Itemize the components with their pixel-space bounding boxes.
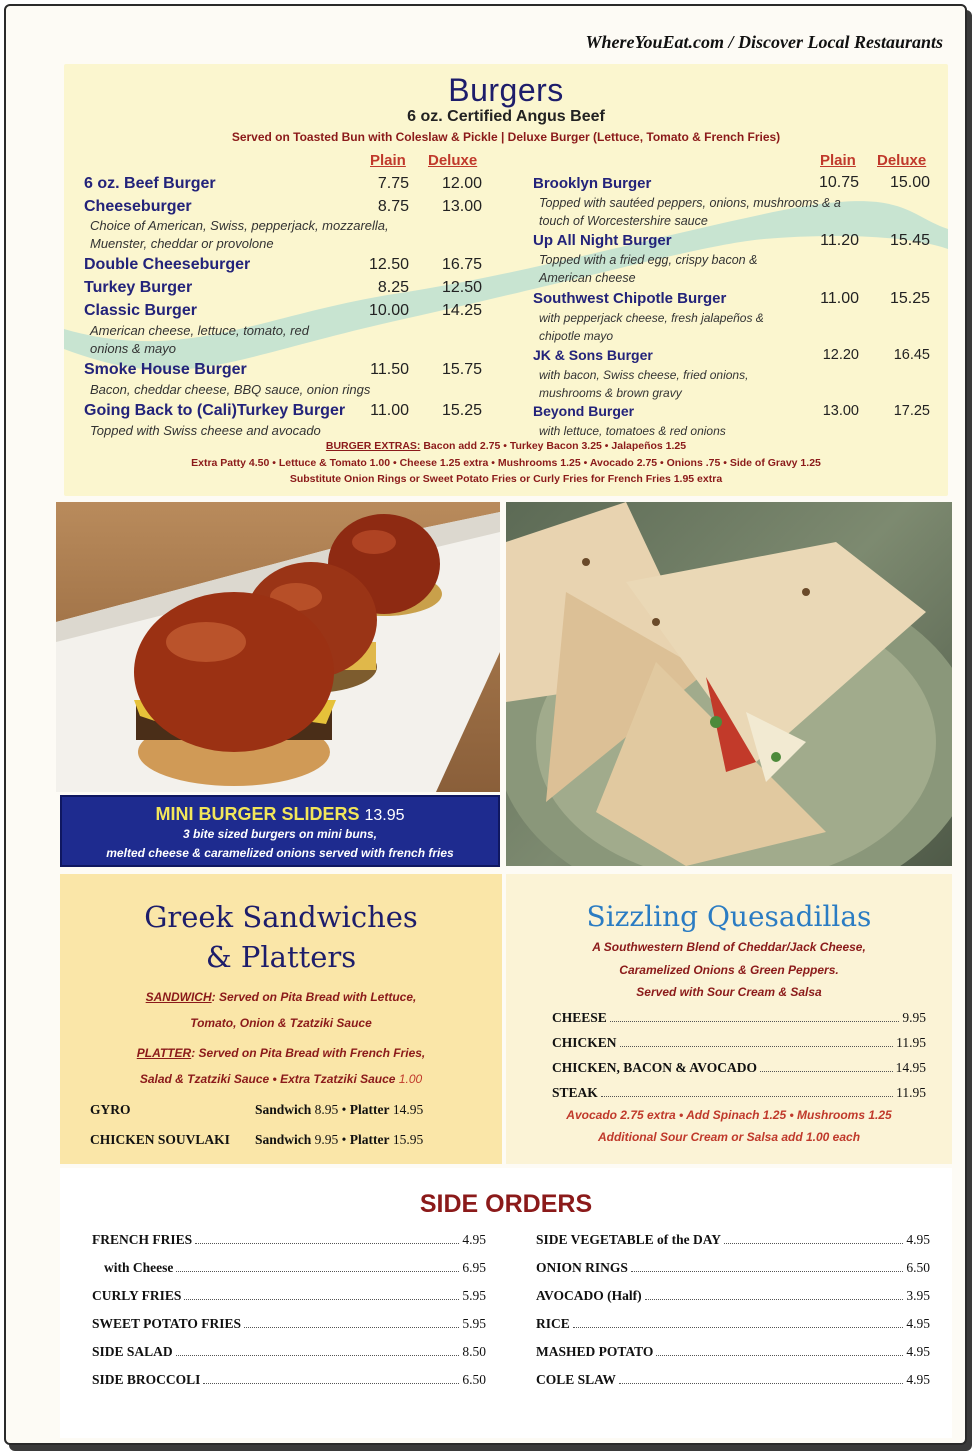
menu-item-plain-price: 7.75 [377,175,409,192]
greek-title-2: & Platters [205,940,357,974]
menu-item-name: Double Cheeseburger [84,256,251,273]
side-price: 4.95 [906,1344,930,1359]
quesadilla-price: 11.95 [896,1085,926,1100]
greek-item-name: CHICKEN SOUVLAKI [90,1132,230,1147]
burger-extras-text: Bacon add 2.75 • Turkey Bacon 3.25 • Jalapeños 1.25 [423,440,687,452]
sandwich-price: 8.95 [314,1102,339,1117]
menu-item-plain-price: 11.00 [370,402,409,419]
quesadillas-title: Sizzling Quesadillas [586,900,872,933]
menu-item-deluxe-price: 15.00 [889,174,930,191]
menu-item-name: Classic Burger [84,302,197,319]
platter-text-1: : Served on Pita Bread with French Fries, [191,1046,426,1060]
sliders-desc-1: 3 bite sized burgers on mini buns, [182,827,378,841]
menu-item-deluxe-price: 12.00 [441,175,482,192]
menu-item-deluxe-price: 17.25 [893,403,930,419]
menu-item-name: Turkey Burger [84,279,193,296]
burgers-served-note: Served on Toasted Bun with Coleslaw & Pickle | Deluxe Burger (Lettuce, Tomato & French Fries) [231,130,781,144]
side-row [92,1316,486,1332]
quesadilla-name: STEAK [552,1085,598,1100]
menu-item-deluxe-price: 13.00 [441,198,482,215]
quesadilla-extras-2: Additional Sour Cream or Salsa add 1.00 each [597,1130,861,1144]
side-row [92,1232,486,1248]
col-deluxe-left: Deluxe [428,152,478,169]
side-name: SIDE VEGETABLE of the DAY [536,1232,722,1247]
sandwich-text-1: : Served on Pita Bread with Lettuce, [211,990,417,1004]
menu-item-desc: Topped with Swiss cheese and avocado [90,423,321,438]
platter-text-2: Salad & Tzatziki Sauce • Extra Tzatziki Sauce [139,1072,396,1086]
greek-item-name: GYRO [90,1102,131,1117]
quesadillas-desc-1: A Southwestern Blend of Cheddar/Jack Cheese, [592,940,866,954]
side-name: AVOCADO (Half) [536,1288,642,1303]
quesadilla-name: CHICKEN, BACON & AVOCADO [552,1060,757,1075]
side-price: 6.50 [462,1372,486,1387]
side-name: with Cheese [104,1260,174,1275]
side-row [536,1260,930,1276]
menu-item-plain-price: 10.75 [818,174,859,191]
site-banner[interactable]: WhereYouEat.com / Discover Local Restaurants [585,32,943,52]
menu-item-desc: American cheese, lettuce, tomato, red onions & mayo [90,323,309,356]
platter-word: Platter [349,1102,390,1117]
col-plain-left: Plain [370,152,406,169]
sandwich-price: 9.95 [314,1132,339,1147]
quesadilla-price: 9.95 [902,1010,926,1025]
platter-label: PLATTER [136,1046,192,1060]
burger-extras-label: BURGER EXTRAS: [325,440,421,452]
quesadilla-extras-1: Avocado 2.75 extra • Add Spinach 1.25 • Mushrooms 1.25 [566,1108,892,1122]
side-price: 6.95 [462,1260,486,1275]
menu-item-name: Cheeseburger [84,198,192,215]
burgers-title: Burgers [448,72,564,108]
greek-sandwich-note-2: Tomato, Onion & Tzatziki Sauce [190,1016,372,1030]
side-row [536,1344,930,1360]
burgers-subtitle: 6 oz. Certified Angus Beef [407,108,605,125]
side-row [92,1260,486,1276]
platter-word: Platter [349,1132,390,1147]
side-name: COLE SLAW [536,1372,616,1387]
menu-item-name: Going Back to (Cali)Turkey Burger [84,402,346,419]
menu-item-desc: Bacon, cheddar cheese, BBQ sauce, onion rings [90,382,371,397]
sandwich-word: Sandwich [255,1132,312,1147]
menu-page [4,4,967,1445]
menu-item-name: 6 oz. Beef Burger [84,175,216,192]
col-deluxe-right: Deluxe [877,152,927,169]
side-price: 4.95 [906,1372,930,1387]
side-name: RICE [536,1316,570,1331]
menu-item-deluxe-price: 14.25 [441,302,482,319]
sliders-photo [56,502,500,792]
menu-item-desc: Topped with sautéed peppers, onions, mushrooms & a touch of Worcestershire sauce [539,196,841,228]
side-name: MASHED POTATO [536,1344,654,1359]
burger-extras-line2: Extra Patty 4.50 • Lettuce & Tomato 1.00 • Cheese 1.25 extra • Mushrooms 1.25 • Avocado 2.75 • Onions .75 • Side of Gravy 1.25 [191,457,821,469]
menu-item-deluxe-price: 15.45 [889,232,930,249]
menu-item-name: Smoke House Burger [84,361,247,378]
menu-item-desc: Topped with a fried egg, crispy bacon & American cheese [539,253,758,285]
greek-sandwich-note-1 [60,984,502,1010]
menu-item-deluxe-price: 16.75 [441,256,482,273]
side-price: 5.95 [462,1288,486,1303]
greek-platter-note-1 [60,1040,502,1066]
menu-item-plain-price: 13.00 [822,403,859,419]
menu-item-deluxe-price: 12.50 [441,279,482,296]
menu-item-desc: with lettuce, tomatoes & red onions [539,424,726,438]
burgers-section [64,64,948,496]
burger-extras-line3: Substitute Onion Rings or Sweet Potato Fries or Curly Fries for French Fries 1.95 extra [289,473,723,485]
side-name: CURLY FRIES [92,1288,182,1303]
menu-item-plain-price: 12.20 [822,347,859,363]
platter-extra-price: 1.00 [398,1072,423,1086]
greek-item-prices: Sandwich 8.95 • Platter 14.95 [255,1102,424,1117]
menu-item-plain-price: 10.00 [368,302,409,319]
burger-extras-line1 [64,440,948,452]
quesadilla-photo [506,502,952,866]
quesadilla-row [552,1060,926,1076]
sliders-desc-2: melted cheese & caramelized onions served with french fries [106,846,454,860]
menu-item-name: Up All Night Burger [533,232,672,249]
menu-item-name: Beyond Burger [533,403,635,419]
side-row [92,1344,486,1360]
side-price: 4.95 [906,1316,930,1331]
menu-item-deluxe-price: 16.45 [893,347,930,363]
menu-item-deluxe-price: 15.75 [441,361,482,378]
side-name: ONION RINGS [536,1260,628,1275]
side-row [536,1232,930,1248]
side-name: SWEET POTATO FRIES [92,1316,242,1331]
menu-item-deluxe-price: 15.25 [441,402,482,419]
side-name: FRENCH FRIES [92,1232,193,1247]
sliders-price: 13.95 [364,807,405,824]
quesadilla-name: CHICKEN [552,1035,617,1050]
sliders-title: MINI BURGER SLIDERS [155,804,360,824]
greek-item-prices: Sandwich 9.95 • Platter 15.95 [255,1132,424,1147]
side-row [536,1372,930,1388]
quesadilla-row [552,1085,926,1101]
platter-price: 15.95 [392,1132,424,1147]
quesadilla-price: 11.95 [896,1035,926,1050]
side-row [536,1288,930,1304]
sliders-title-line [62,804,498,825]
side-row [536,1316,930,1332]
quesadilla-price: 14.95 [895,1060,926,1075]
quesadillas-desc-3: Served with Sour Cream & Salsa [636,985,822,999]
sandwich-label: SANDWICH [145,990,212,1004]
side-price: 3.95 [906,1288,930,1303]
quesadillas-section [506,874,952,1164]
menu-item-plain-price: 8.25 [377,279,409,296]
menu-item-plain-price: 12.50 [368,256,409,273]
menu-item-plain-price: 11.50 [370,361,409,378]
side-orders-section [60,1168,952,1438]
menu-item-plain-price: 11.20 [820,232,859,249]
side-row [92,1372,486,1388]
col-plain-right: Plain [820,152,856,169]
greek-section [60,874,502,1164]
mini-burger-sliders-box [60,795,500,867]
side-price: 4.95 [906,1232,930,1247]
platter-price: 14.95 [392,1102,424,1117]
quesadillas-desc [506,936,952,1004]
side-row [92,1288,486,1304]
greek-platter-note-2 [60,1066,502,1092]
quesadilla-row [552,1035,926,1051]
quesadillas-desc-2: Caramelized Onions & Green Peppers. [619,962,839,977]
greek-title-1: Greek Sandwiches [144,900,418,934]
menu-item-name: Brooklyn Burger [533,175,652,192]
side-price: 6.50 [906,1260,930,1275]
menu-item-desc: Choice of American, Swiss, pepperjack, mozzarella, Muenster, cheddar or provolone [90,218,389,251]
menu-item-desc: with pepperjack cheese, fresh jalapeños & chipotle mayo [539,311,764,343]
menu-item-name: Southwest Chipotle Burger [533,290,727,307]
side-name: SIDE BROCCOLI [92,1372,201,1387]
side-price: 4.95 [462,1232,486,1247]
quesadilla-row [552,1010,926,1026]
side-price: 5.95 [462,1316,486,1331]
menu-item-name: JK & Sons Burger [533,347,653,363]
menu-item-plain-price: 8.75 [377,198,409,215]
side-name: SIDE SALAD [92,1344,173,1359]
side-orders-title: SIDE ORDERS [419,1190,593,1218]
side-price: 8.50 [462,1344,486,1359]
menu-item-deluxe-price: 15.25 [889,290,930,307]
quesadilla-name: CHEESE [552,1010,607,1025]
sandwich-word: Sandwich [255,1102,312,1117]
menu-item-plain-price: 11.00 [820,290,859,307]
menu-item-desc: with bacon, Swiss cheese, fried onions, mushrooms & brown gravy [539,368,749,400]
